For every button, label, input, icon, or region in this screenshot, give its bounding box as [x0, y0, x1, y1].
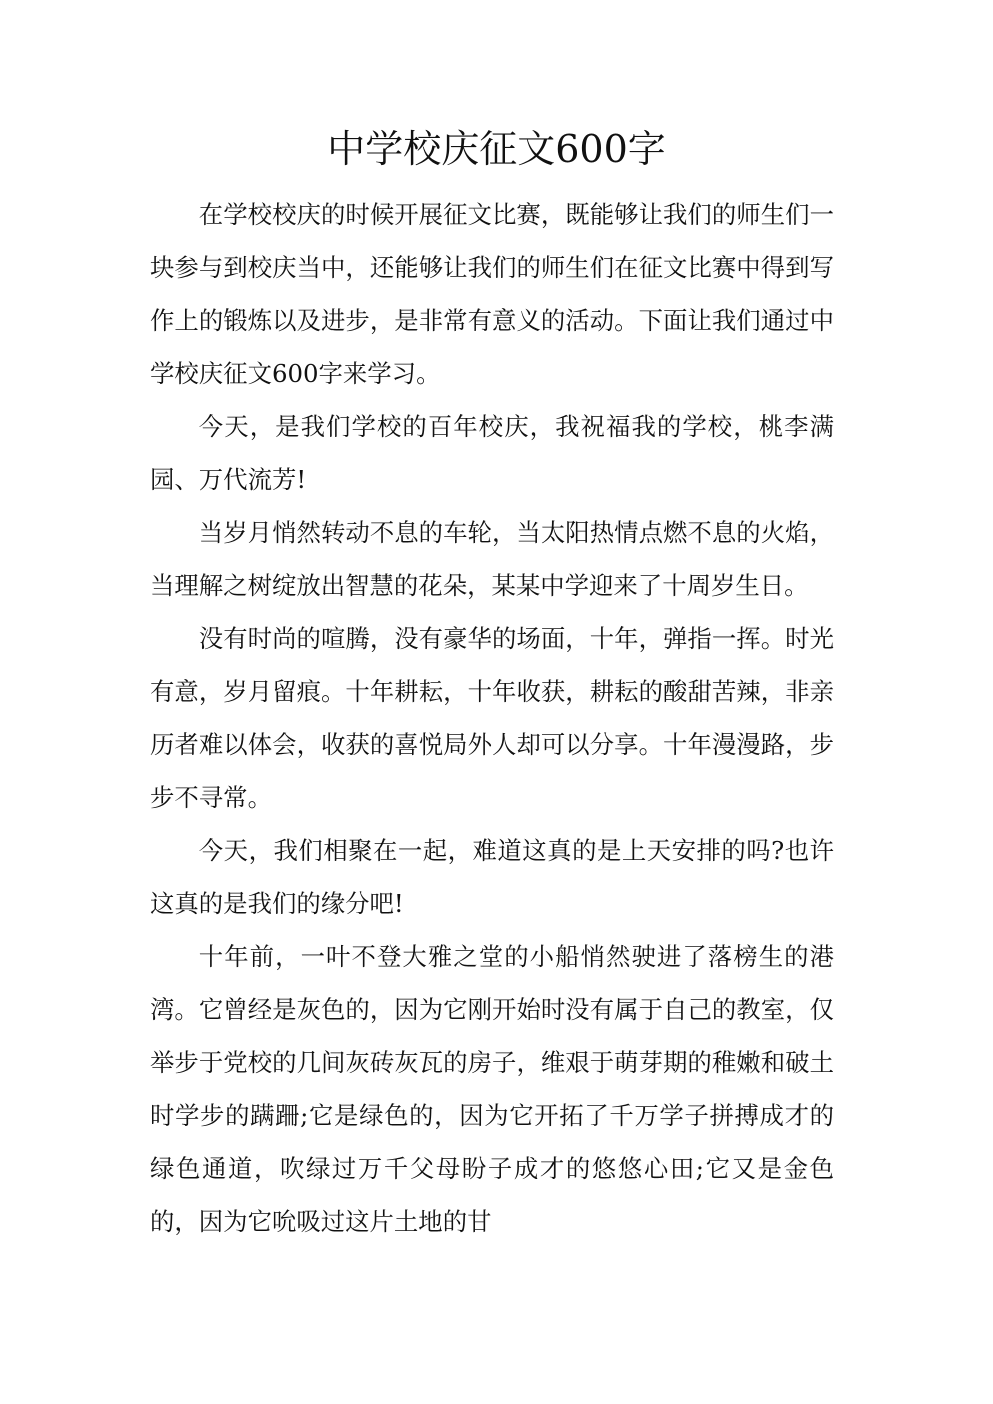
paragraph-1: 在学校校庆的时候开展征文比赛，既能够让我们的师生们一块参与到校庆当中，还能够让我们的师生们在征文比赛中得到写作上的锻炼以及进步，是非常有意义的活动。下面让我们通过中学校庆征文600字来学习。	[150, 200, 834, 388]
document-title: 中学校庆征文600字	[327, 127, 666, 171]
paragraph-2: 今天，是我们学校的百年校庆，我祝福我的学校，桃李满园、万代流芳!	[150, 412, 834, 494]
paragraph-4: 没有时尚的喧腾，没有豪华的场面，十年，弹指一挥。时光有意，岁月留痕。十年耕耘，十年收获，耕耘的酸甜苦辣，非亲历者难以体会，收获的喜悦局外人却可以分享。十年漫漫路，步步不寻常。	[150, 624, 834, 812]
document-body	[150, 188, 834, 1248]
paragraph-5: 今天，我们相聚在一起，难道这真的是上天安排的吗?也许这真的是我们的缘分吧!	[150, 836, 834, 918]
paragraph-6: 十年前，一叶不登大雅之堂的小船悄然驶进了落榜生的港湾。它曾经是灰色的，因为它刚开始时没有属于自己的教室，仅举步于党校的几间灰砖灰瓦的房子，维艰于萌芽期的稚嫩和破土时学步的蹒跚;它是绿色的，因为它开拓了千万学子拼搏成才的绿色通道，吹绿过万千父母盼子成才的悠悠心田;它又是金色的，因为它吮吸过这片土地的甘	[150, 942, 834, 1236]
paragraph-3: 当岁月悄然转动不息的车轮，当太阳热情点燃不息的火焰，当理解之树绽放出智慧的花朵，某某中学迎来了十周岁生日。	[150, 518, 834, 600]
